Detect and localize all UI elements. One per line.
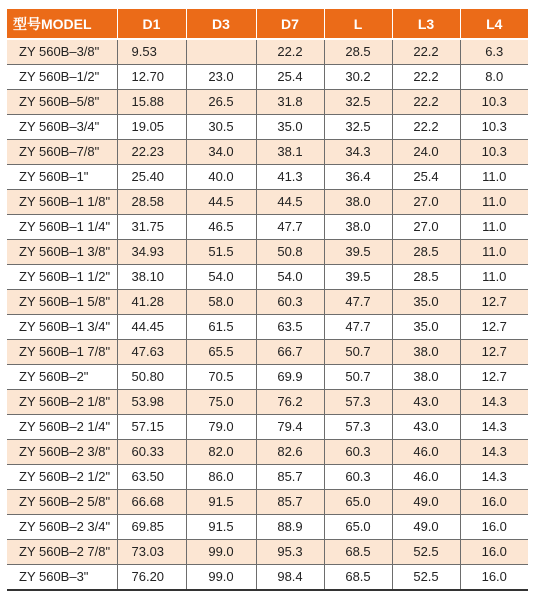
cell-model: ZY 560B–2 5/8" bbox=[7, 490, 117, 515]
cell-model: ZY 560B–1 1/2" bbox=[7, 265, 117, 290]
cell-l: 28.5 bbox=[324, 39, 392, 65]
cell-model: ZY 560B–2 1/4" bbox=[7, 415, 117, 440]
table-row bbox=[7, 390, 528, 415]
cell-l: 68.5 bbox=[324, 565, 392, 591]
cell-l3: 35.0 bbox=[392, 290, 460, 315]
cell-model: ZY 560B–7/8" bbox=[7, 140, 117, 165]
cell-d3: 99.0 bbox=[186, 540, 256, 565]
cell-d1: 76.20 bbox=[117, 565, 186, 591]
cell-d7: 25.4 bbox=[256, 65, 324, 90]
cell-d7: 76.2 bbox=[256, 390, 324, 415]
cell-l: 60.3 bbox=[324, 440, 392, 465]
cell-d7: 44.5 bbox=[256, 190, 324, 215]
cell-model: ZY 560B–1" bbox=[7, 165, 117, 190]
cell-d7: 54.0 bbox=[256, 265, 324, 290]
cell-model: ZY 560B–3/8" bbox=[7, 39, 117, 65]
header-l: L bbox=[324, 9, 392, 39]
cell-d7: 22.2 bbox=[256, 39, 324, 65]
cell-model: ZY 560B–1 3/4" bbox=[7, 315, 117, 340]
cell-l4: 6.3 bbox=[460, 39, 528, 65]
cell-l: 50.7 bbox=[324, 340, 392, 365]
cell-d1: 31.75 bbox=[117, 215, 186, 240]
cell-l3: 38.0 bbox=[392, 365, 460, 390]
cell-model: ZY 560B–1 1/8" bbox=[7, 190, 117, 215]
cell-l4: 16.0 bbox=[460, 565, 528, 591]
cell-l3: 27.0 bbox=[392, 215, 460, 240]
cell-d3: 34.0 bbox=[186, 140, 256, 165]
cell-d1: 53.98 bbox=[117, 390, 186, 415]
cell-d7: 41.3 bbox=[256, 165, 324, 190]
cell-d1: 34.93 bbox=[117, 240, 186, 265]
cell-l4: 10.3 bbox=[460, 90, 528, 115]
cell-model: ZY 560B–2 3/8" bbox=[7, 440, 117, 465]
cell-l: 57.3 bbox=[324, 415, 392, 440]
cell-d1: 22.23 bbox=[117, 140, 186, 165]
cell-l: 47.7 bbox=[324, 315, 392, 340]
cell-l4: 11.0 bbox=[460, 165, 528, 190]
cell-l4: 16.0 bbox=[460, 540, 528, 565]
cell-l: 32.5 bbox=[324, 115, 392, 140]
cell-d1: 66.68 bbox=[117, 490, 186, 515]
cell-d3: 26.5 bbox=[186, 90, 256, 115]
cell-l3: 27.0 bbox=[392, 190, 460, 215]
cell-l: 38.0 bbox=[324, 215, 392, 240]
cell-l: 32.5 bbox=[324, 90, 392, 115]
table-row bbox=[7, 290, 528, 315]
cell-l4: 11.0 bbox=[460, 240, 528, 265]
table-row bbox=[7, 340, 528, 365]
cell-l4: 14.3 bbox=[460, 415, 528, 440]
cell-l4: 8.0 bbox=[460, 65, 528, 90]
table-row bbox=[7, 115, 528, 140]
table-row bbox=[7, 265, 528, 290]
cell-d3: 44.5 bbox=[186, 190, 256, 215]
cell-l4: 12.7 bbox=[460, 315, 528, 340]
cell-model: ZY 560B–2" bbox=[7, 365, 117, 390]
cell-d7: 60.3 bbox=[256, 290, 324, 315]
cell-l4: 12.7 bbox=[460, 365, 528, 390]
table-row bbox=[7, 90, 528, 115]
cell-l4: 11.0 bbox=[460, 265, 528, 290]
cell-l: 36.4 bbox=[324, 165, 392, 190]
cell-d3 bbox=[186, 39, 256, 65]
cell-l4: 10.3 bbox=[460, 140, 528, 165]
cell-l3: 38.0 bbox=[392, 340, 460, 365]
cell-l3: 24.0 bbox=[392, 140, 460, 165]
cell-d3: 23.0 bbox=[186, 65, 256, 90]
cell-d1: 15.88 bbox=[117, 90, 186, 115]
cell-l3: 28.5 bbox=[392, 240, 460, 265]
cell-d7: 69.9 bbox=[256, 365, 324, 390]
cell-d7: 47.7 bbox=[256, 215, 324, 240]
cell-l: 34.3 bbox=[324, 140, 392, 165]
cell-l3: 43.0 bbox=[392, 415, 460, 440]
cell-d3: 54.0 bbox=[186, 265, 256, 290]
table-body bbox=[7, 39, 528, 590]
table-row bbox=[7, 565, 528, 591]
cell-l4: 14.3 bbox=[460, 465, 528, 490]
cell-d1: 60.33 bbox=[117, 440, 186, 465]
table-row bbox=[7, 39, 528, 65]
cell-l3: 49.0 bbox=[392, 515, 460, 540]
cell-model: ZY 560B–1 3/8" bbox=[7, 240, 117, 265]
cell-l3: 28.5 bbox=[392, 265, 460, 290]
cell-d7: 85.7 bbox=[256, 490, 324, 515]
header-l3: L3 bbox=[392, 9, 460, 39]
header-row bbox=[7, 9, 528, 39]
table-row bbox=[7, 165, 528, 190]
cell-l3: 43.0 bbox=[392, 390, 460, 415]
cell-d1: 44.45 bbox=[117, 315, 186, 340]
cell-l: 50.7 bbox=[324, 365, 392, 390]
cell-l4: 12.7 bbox=[460, 340, 528, 365]
cell-d1: 57.15 bbox=[117, 415, 186, 440]
table-row bbox=[7, 315, 528, 340]
cell-d7: 85.7 bbox=[256, 465, 324, 490]
cell-l: 38.0 bbox=[324, 190, 392, 215]
table-row bbox=[7, 540, 528, 565]
cell-d7: 66.7 bbox=[256, 340, 324, 365]
table-row bbox=[7, 65, 528, 90]
cell-d1: 25.40 bbox=[117, 165, 186, 190]
table-row bbox=[7, 215, 528, 240]
cell-model: ZY 560B–1 5/8" bbox=[7, 290, 117, 315]
cell-l4: 14.3 bbox=[460, 440, 528, 465]
cell-l3: 22.2 bbox=[392, 39, 460, 65]
cell-d1: 73.03 bbox=[117, 540, 186, 565]
cell-d1: 69.85 bbox=[117, 515, 186, 540]
cell-d3: 70.5 bbox=[186, 365, 256, 390]
cell-d7: 50.8 bbox=[256, 240, 324, 265]
cell-d7: 31.8 bbox=[256, 90, 324, 115]
table-row bbox=[7, 465, 528, 490]
table-row bbox=[7, 365, 528, 390]
cell-d1: 63.50 bbox=[117, 465, 186, 490]
cell-l3: 52.5 bbox=[392, 540, 460, 565]
cell-d1: 9.53 bbox=[117, 39, 186, 65]
cell-d3: 58.0 bbox=[186, 290, 256, 315]
cell-model: ZY 560B–5/8" bbox=[7, 90, 117, 115]
cell-l: 60.3 bbox=[324, 465, 392, 490]
cell-l: 68.5 bbox=[324, 540, 392, 565]
cell-l4: 16.0 bbox=[460, 515, 528, 540]
cell-d7: 98.4 bbox=[256, 565, 324, 591]
cell-d7: 35.0 bbox=[256, 115, 324, 140]
table-row bbox=[7, 415, 528, 440]
cell-model: ZY 560B–2 1/2" bbox=[7, 465, 117, 490]
spec-table bbox=[7, 9, 528, 591]
cell-l3: 25.4 bbox=[392, 165, 460, 190]
cell-model: ZY 560B–2 7/8" bbox=[7, 540, 117, 565]
cell-l: 39.5 bbox=[324, 240, 392, 265]
cell-model: ZY 560B–2 3/4" bbox=[7, 515, 117, 540]
table-row bbox=[7, 240, 528, 265]
cell-d3: 79.0 bbox=[186, 415, 256, 440]
cell-l3: 35.0 bbox=[392, 315, 460, 340]
cell-l3: 22.2 bbox=[392, 65, 460, 90]
cell-d3: 40.0 bbox=[186, 165, 256, 190]
cell-d7: 79.4 bbox=[256, 415, 324, 440]
cell-l3: 46.0 bbox=[392, 440, 460, 465]
table-row bbox=[7, 140, 528, 165]
cell-d3: 46.5 bbox=[186, 215, 256, 240]
cell-d7: 88.9 bbox=[256, 515, 324, 540]
table-row bbox=[7, 515, 528, 540]
table-row bbox=[7, 440, 528, 465]
cell-model: ZY 560B–2 1/8" bbox=[7, 390, 117, 415]
cell-d7: 95.3 bbox=[256, 540, 324, 565]
cell-l4: 10.3 bbox=[460, 115, 528, 140]
cell-d3: 91.5 bbox=[186, 515, 256, 540]
cell-l4: 11.0 bbox=[460, 215, 528, 240]
cell-model: ZY 560B–1/2" bbox=[7, 65, 117, 90]
cell-d3: 91.5 bbox=[186, 490, 256, 515]
header-d3: D3 bbox=[186, 9, 256, 39]
header-l4: L4 bbox=[460, 9, 528, 39]
cell-l3: 49.0 bbox=[392, 490, 460, 515]
cell-l3: 52.5 bbox=[392, 565, 460, 591]
cell-d1: 28.58 bbox=[117, 190, 186, 215]
cell-l4: 16.0 bbox=[460, 490, 528, 515]
cell-d3: 82.0 bbox=[186, 440, 256, 465]
cell-d1: 19.05 bbox=[117, 115, 186, 140]
cell-l: 39.5 bbox=[324, 265, 392, 290]
cell-model: ZY 560B–1 7/8" bbox=[7, 340, 117, 365]
cell-d3: 51.5 bbox=[186, 240, 256, 265]
cell-l3: 46.0 bbox=[392, 465, 460, 490]
cell-d3: 65.5 bbox=[186, 340, 256, 365]
header-model: 型号MODEL bbox=[7, 9, 117, 39]
cell-d7: 82.6 bbox=[256, 440, 324, 465]
cell-d1: 50.80 bbox=[117, 365, 186, 390]
cell-l: 65.0 bbox=[324, 515, 392, 540]
cell-d3: 86.0 bbox=[186, 465, 256, 490]
cell-d1: 38.10 bbox=[117, 265, 186, 290]
header-d1: D1 bbox=[117, 9, 186, 39]
cell-model: ZY 560B–3" bbox=[7, 565, 117, 591]
cell-l4: 11.0 bbox=[460, 190, 528, 215]
cell-l3: 22.2 bbox=[392, 90, 460, 115]
header-d7: D7 bbox=[256, 9, 324, 39]
cell-d1: 41.28 bbox=[117, 290, 186, 315]
cell-d3: 75.0 bbox=[186, 390, 256, 415]
cell-d7: 38.1 bbox=[256, 140, 324, 165]
table-row bbox=[7, 490, 528, 515]
cell-d1: 47.63 bbox=[117, 340, 186, 365]
cell-d3: 61.5 bbox=[186, 315, 256, 340]
cell-l: 47.7 bbox=[324, 290, 392, 315]
cell-d3: 99.0 bbox=[186, 565, 256, 591]
cell-model: ZY 560B–3/4" bbox=[7, 115, 117, 140]
cell-l: 57.3 bbox=[324, 390, 392, 415]
cell-l4: 12.7 bbox=[460, 290, 528, 315]
cell-l4: 14.3 bbox=[460, 390, 528, 415]
cell-d7: 63.5 bbox=[256, 315, 324, 340]
cell-l: 30.2 bbox=[324, 65, 392, 90]
cell-d1: 12.70 bbox=[117, 65, 186, 90]
cell-model: ZY 560B–1 1/4" bbox=[7, 215, 117, 240]
cell-l: 65.0 bbox=[324, 490, 392, 515]
cell-l3: 22.2 bbox=[392, 115, 460, 140]
table-row bbox=[7, 190, 528, 215]
cell-d3: 30.5 bbox=[186, 115, 256, 140]
